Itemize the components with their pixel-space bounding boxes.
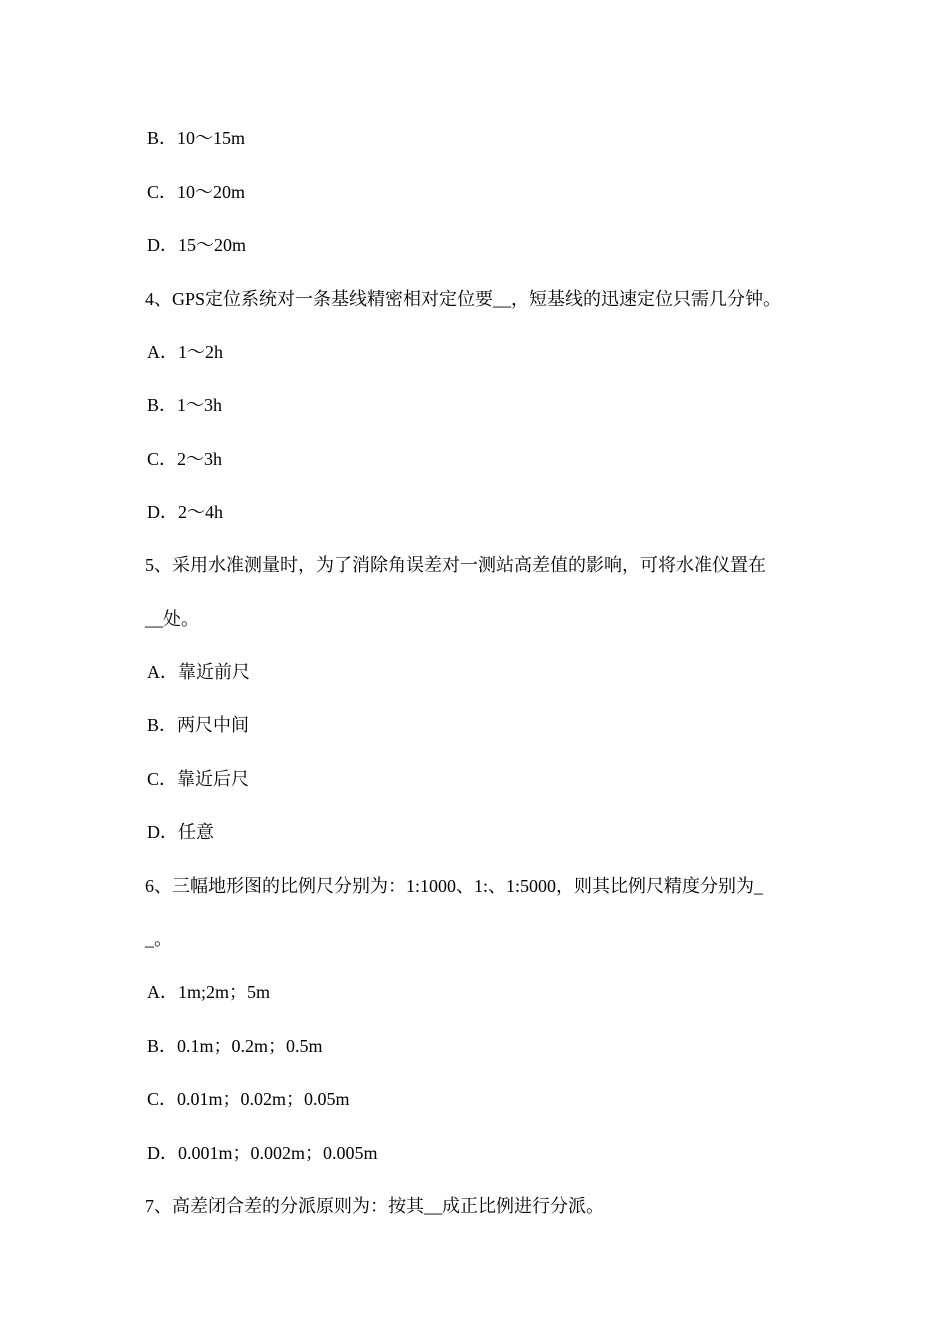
option-d-q4: D．2～4h	[147, 502, 223, 522]
option-b-q5: B．两尺中间	[147, 715, 250, 735]
question-7: 7、高差闭合差的分派原则为：按其__成正比例进行分派。	[145, 1196, 604, 1216]
option-d-q6: D．0.001m；0.002m；0.005m	[147, 1143, 378, 1163]
option-d-q3: D．15～20m	[147, 235, 246, 255]
option-c-q5: C．靠近后尺	[147, 769, 250, 789]
option-c-q4: C．2～3h	[147, 449, 223, 469]
question-6-continued: _。	[145, 929, 172, 949]
option-a-q5: A．靠近前尺	[147, 662, 250, 682]
question-5: 5、采用水准测量时，为了消除角误差对一测站高差值的影响，可将水准仪置在	[145, 555, 766, 575]
option-a-q6: A．1m;2m；5m	[147, 982, 271, 1002]
option-b-q4: B．1～3h	[147, 395, 223, 415]
option-b-q6: B．0.1m；0.2m；0.5m	[147, 1036, 323, 1056]
option-c-q3: C．10～20m	[147, 182, 246, 202]
option-c-q6: C．0.01m；0.02m；0.05m	[147, 1089, 350, 1109]
option-a-q4: A．1～2h	[147, 342, 223, 362]
question-4: 4、GPS定位系统对一条基线精密相对定位要__，短基线的迅速定位只需几分钟。	[145, 289, 782, 309]
option-d-q5: D．任意	[147, 822, 214, 842]
question-6: 6、三幅地形图的比例尺分别为：1:1000、1:、1:5000，则其比例尺精度分别为_	[145, 876, 764, 896]
option-b-q3: B．10～15m	[147, 128, 246, 148]
question-5-continued: __处。	[145, 609, 199, 629]
